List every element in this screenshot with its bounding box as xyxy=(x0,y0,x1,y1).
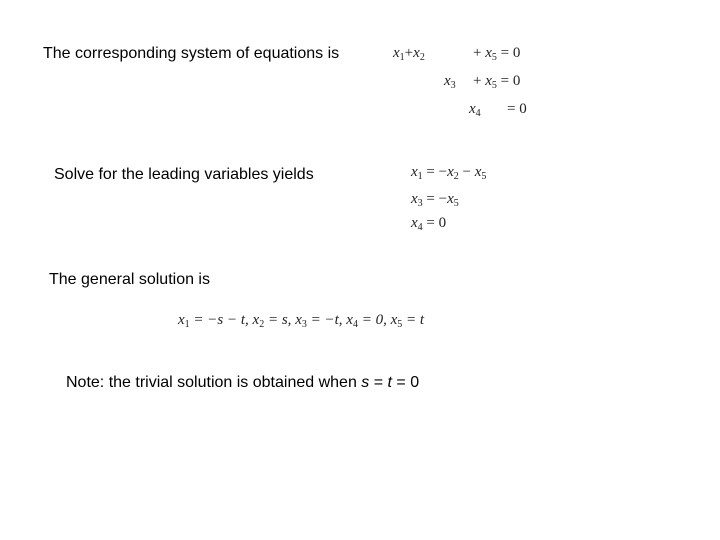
rhs: = 0 xyxy=(500,45,521,61)
sub: 4 xyxy=(352,319,358,330)
intro-text: The corresponding system of equations is xyxy=(43,45,340,62)
note-tail: = 0 xyxy=(391,374,420,391)
leading-2 xyxy=(411,192,459,209)
op: = − xyxy=(426,191,448,207)
rhs: = 0 xyxy=(500,73,521,89)
expr: = −t, xyxy=(306,312,347,328)
var: x xyxy=(413,45,420,61)
equation-3-right xyxy=(507,102,527,117)
var: x xyxy=(346,312,353,328)
solve-text: Solve for the leading variables yields xyxy=(54,166,314,183)
var: x xyxy=(295,312,302,328)
sub: 2 xyxy=(419,52,425,63)
general-text: The general solution is xyxy=(49,271,210,288)
leading-1 xyxy=(411,165,486,182)
sub: 3 xyxy=(301,319,307,330)
note-var-s: s xyxy=(361,374,370,391)
note-prefix: Note: the trivial solution is obtained when xyxy=(66,374,362,391)
sub: 5 xyxy=(491,80,497,91)
sub: 5 xyxy=(491,52,497,63)
expr: = s, xyxy=(264,312,296,328)
var: x xyxy=(474,164,482,180)
var: x xyxy=(485,45,492,61)
sub: 1 xyxy=(417,171,423,182)
leading-3 xyxy=(411,216,446,233)
var: x xyxy=(411,191,418,207)
sub: 5 xyxy=(453,198,459,209)
equation-2-right xyxy=(473,74,520,91)
var: x xyxy=(393,45,400,61)
note-var-t: t xyxy=(387,374,392,391)
op: + xyxy=(404,45,414,61)
op: − xyxy=(462,164,471,180)
sub: 5 xyxy=(397,319,403,330)
var: x xyxy=(252,312,260,328)
sub: 1 xyxy=(184,319,190,330)
general-solution xyxy=(178,313,424,330)
var: x xyxy=(411,215,418,231)
expr: = t xyxy=(402,312,425,328)
sub: 4 xyxy=(417,222,423,233)
equation-1-right xyxy=(473,46,520,63)
equation-3 xyxy=(469,102,481,119)
var: x xyxy=(444,73,451,89)
sub: 4 xyxy=(475,108,481,119)
expr: = −s − t, xyxy=(189,312,253,328)
var: x xyxy=(411,164,418,180)
expr: = 0, xyxy=(357,312,391,328)
var: x xyxy=(469,101,476,117)
op: + xyxy=(473,73,482,89)
var: x xyxy=(447,191,454,207)
sub: 5 xyxy=(481,171,487,182)
op: = − xyxy=(426,164,448,180)
note-eq: = xyxy=(369,374,388,391)
sub: 2 xyxy=(259,319,265,330)
equation-2 xyxy=(444,74,456,91)
var: x xyxy=(447,164,454,180)
var: x xyxy=(390,312,398,328)
sub: 2 xyxy=(453,171,459,182)
equation-1 xyxy=(393,46,425,63)
op: + xyxy=(473,45,482,61)
sub: 1 xyxy=(399,52,405,63)
sub: 3 xyxy=(450,80,456,91)
note-text xyxy=(66,374,419,392)
op: = 0 xyxy=(426,215,447,231)
sub: 3 xyxy=(417,198,423,209)
var: x xyxy=(178,312,185,328)
rhs: = 0 xyxy=(507,101,527,117)
var: x xyxy=(485,73,492,89)
